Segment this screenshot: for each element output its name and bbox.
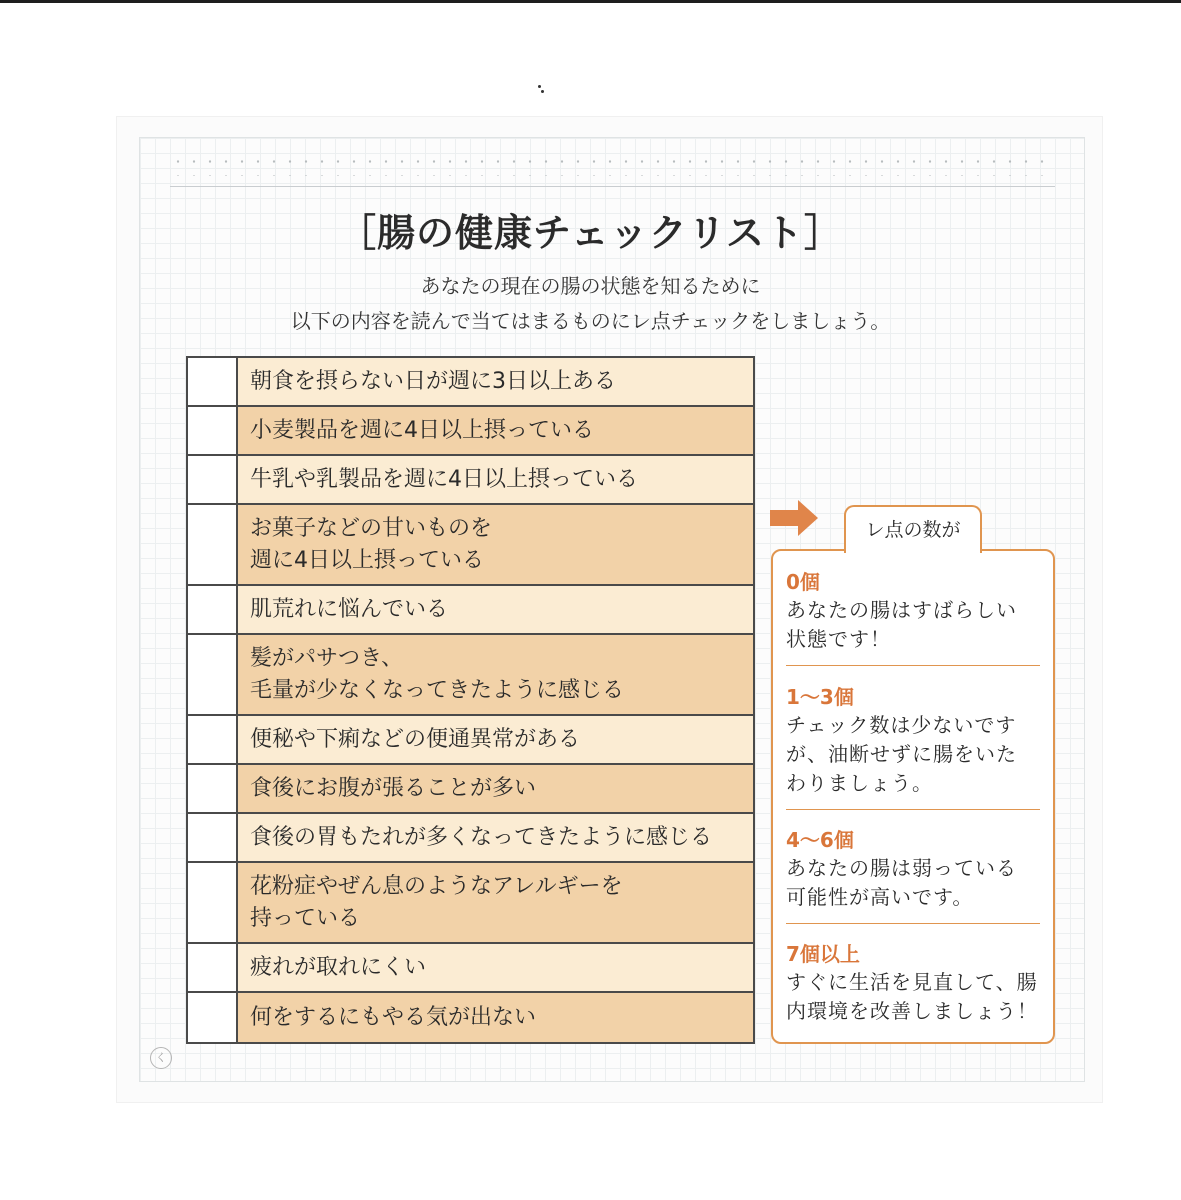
result-divider bbox=[786, 665, 1040, 666]
check-box[interactable] bbox=[188, 716, 238, 763]
checklist-row bbox=[188, 993, 753, 1042]
check-box[interactable] bbox=[188, 944, 238, 991]
checklist-item-text: 便秘や下痢などの便通異常がある bbox=[238, 716, 753, 763]
checklist-row bbox=[188, 407, 753, 456]
results-tab-label: レ点の数が bbox=[844, 505, 982, 553]
check-box[interactable] bbox=[188, 505, 238, 584]
check-box[interactable] bbox=[188, 358, 238, 405]
checklist-row bbox=[188, 863, 753, 944]
scan-edge bbox=[0, 0, 1181, 3]
result-count: 1〜3個 bbox=[786, 685, 854, 709]
check-box[interactable] bbox=[188, 814, 238, 861]
subtitle-line-2: 以下の内容を読んで当てはまるものにレ点チェックをしましょう。 bbox=[290, 309, 891, 333]
scan-speck bbox=[541, 90, 544, 93]
check-box[interactable] bbox=[188, 407, 238, 454]
dotted-border bbox=[170, 154, 1055, 176]
checklist-item-text: 食後にお腹が張ることが多い bbox=[238, 765, 753, 812]
result-block-1 bbox=[786, 683, 1042, 798]
checklist-table bbox=[186, 356, 755, 1044]
result-text: すぐに生活を見直して、腸 bbox=[786, 970, 1038, 994]
result-count: 0個 bbox=[786, 570, 820, 594]
checklist-item-text: 食後の胃もたれが多くなってきたように感じる bbox=[238, 814, 753, 861]
checklist-row bbox=[188, 456, 753, 505]
checklist-item-line: 持っている bbox=[250, 905, 361, 931]
arrow-right-icon bbox=[770, 500, 820, 536]
checklist-item-line: 毛量が少なくなってきたように感じる bbox=[250, 677, 625, 703]
checklist-item-text: 何をするにもやる気が出ない bbox=[238, 993, 753, 1042]
brand-logo-icon: く bbox=[150, 1047, 172, 1069]
checklist-row bbox=[188, 358, 753, 407]
check-box[interactable] bbox=[188, 765, 238, 812]
checklist-row bbox=[188, 586, 753, 635]
checklist-row bbox=[188, 814, 753, 863]
checklist-row bbox=[188, 944, 753, 993]
checklist-item-line: お菓子などの甘いものを bbox=[250, 515, 493, 541]
result-text: わりましょう。 bbox=[786, 771, 933, 795]
checklist-item-text: 肌荒れに悩んでいる bbox=[238, 586, 753, 633]
result-count: 7個以上 bbox=[786, 942, 860, 966]
result-text: 状態です！ bbox=[786, 627, 891, 651]
result-block-3 bbox=[786, 940, 1042, 1026]
checklist-row bbox=[188, 716, 753, 765]
result-text: が、油断せずに腸をいた bbox=[786, 742, 1017, 766]
checklist-item-text: 小麦製品を週に4日以上摂っている bbox=[238, 407, 753, 454]
checklist-item-text: 朝食を摂らない日が週に3日以上ある bbox=[238, 358, 753, 405]
subtitle-line-1: あなたの現在の腸の状態を知るために bbox=[420, 274, 761, 298]
checklist-item-line: 髪がパサつき、 bbox=[250, 645, 404, 671]
result-block-2 bbox=[786, 826, 1042, 912]
checklist-item-text bbox=[238, 635, 753, 714]
result-block-0 bbox=[786, 568, 1042, 654]
check-box[interactable] bbox=[188, 863, 238, 942]
tab-joint bbox=[846, 547, 980, 553]
checklist-row bbox=[188, 765, 753, 814]
check-box[interactable] bbox=[188, 635, 238, 714]
check-box[interactable] bbox=[188, 993, 238, 1042]
top-rule bbox=[170, 186, 1055, 187]
scan-speck bbox=[538, 85, 541, 88]
checklist-row bbox=[188, 505, 753, 586]
result-text: あなたの腸はすばらしい bbox=[786, 598, 1017, 622]
result-text: あなたの腸は弱っている bbox=[786, 856, 1017, 880]
result-divider bbox=[786, 809, 1040, 810]
result-text: 可能性が高いです。 bbox=[786, 885, 974, 909]
checklist-item-line: 花粉症やぜん息のようなアレルギーを bbox=[250, 873, 623, 899]
checklist-row bbox=[188, 635, 753, 716]
result-text: チェック数は少ないです bbox=[786, 713, 1017, 737]
check-box[interactable] bbox=[188, 586, 238, 633]
result-text: 内環境を改善しましょう！ bbox=[786, 999, 1038, 1023]
checklist-item-text bbox=[238, 863, 753, 942]
result-count: 4〜6個 bbox=[786, 828, 854, 852]
checklist-item-line: 週に4日以上摂っている bbox=[250, 547, 484, 573]
page-title: ［腸の健康チェックリスト］ bbox=[337, 211, 844, 255]
check-box[interactable] bbox=[188, 456, 238, 503]
result-divider bbox=[786, 923, 1040, 924]
checklist-item-text bbox=[238, 505, 753, 584]
checklist-item-text: 牛乳や乳製品を週に4日以上摂っている bbox=[238, 456, 753, 503]
checklist-item-text: 疲れが取れにくい bbox=[238, 944, 753, 991]
